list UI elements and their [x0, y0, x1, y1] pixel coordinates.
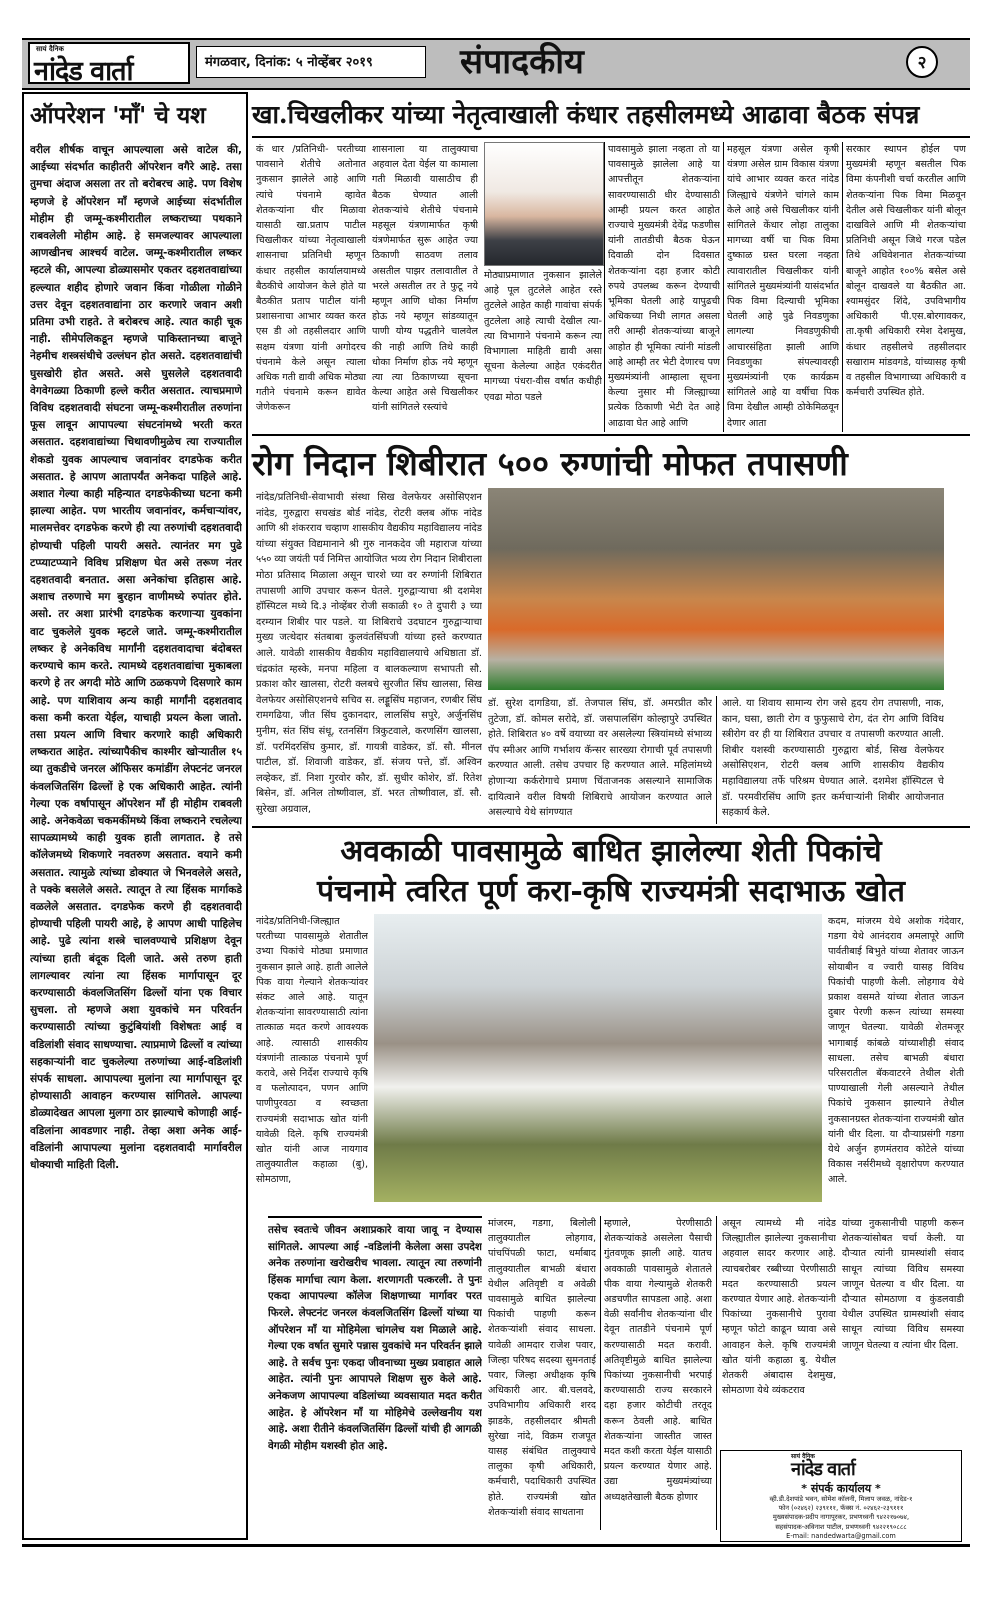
story1-column-1: कं धार /प्रतिनिधी- परतीच्या पावसाने शेतीचे अतोनात नुकसान झालेले आहे आणि त्यांचे पंचनामे व्हावेत शेतकऱ्यांना धीर मिळावा यासाठी खा.प्रताप पाटील चिखलीकर यांच्या नेतृत्वाखाली शासनाचा प्रतिनिधी म्हणून कंधार तहसील कार्यालयामध्ये बैठकीचे आयोजन केले होते या बैठकीत प्रताप पाटील यांनी प्रशासनाचा आभार व्यक्त करत एस डी ओ तहसीलदार आणि सक्षम यंत्रणा यांनी अगोदरच पंचनामे केले असून त्याला अधिक गती द्यावी अधिक मोठ्या गतीने पंचनामे करून द्यावेत जेणेकरून	[256, 144, 366, 414]
logo-name: नांदेड वार्ता	[34, 56, 133, 87]
story1-rule	[252, 136, 970, 138]
contact-phone: फोन (०२४६२) २३९१११, फॅक्स नं. ०२४६२-२३९१११	[778, 1504, 904, 1513]
story3-intro: नांदेड/प्रतिनिधी-जिल्ह्यात परतीच्या पावसामुळे शेतातील उभ्या पिकांचे मोठ्या प्रमाणात नुकसान झाले आहे. हाती आलेले पिक वाया गेल्याने शेतकऱ्यांवर संकट आले आहे. यातून शेतकऱ्यांना सावरण्यासाठी त्यांना तात्काळ मदत करणे आवश्यक आहे. त्यासाठी शासकीय यंत्रणांनी तात्काळ पंचनामे पूर्ण करावे, असे निर्देश राज्याचे कृषि व फलोत्पादन, पणन आणि पाणीपुरवठा व स्वच्छता राज्यमंत्री सदाभाऊ खोत यांनी यावेळी दिले. कृषि राज्यमंत्री खोत यांनी आज नायगाव तालुक्यातील कहाळा (बु), सोमठाणा,	[256, 916, 368, 1186]
column-divider	[716, 1216, 717, 1530]
story1-column-2: शासनाला या तालुक्याचा अहवाल देता येईल या कामाला गती मिळावी यासाठीच ही बैठक घेण्यात आली शेतकऱ्यांचे शेतीचे पंचनामे महसूल यंत्रणामार्फत कृषी यंत्रणेमार्फत सुरू आहेत ज्या ठिकाणी साठवण तलाव असतील पाझर तलावातील ते भरले असतील तर ते फुटू नये म्हणून आणि धोका निर्माण होऊ नये म्हणून सांडव्यातून पाणी योग्य पद्धतीने चालवेल की नाही आणि तिथे काही धोका निर्माण होऊ नये म्हणून त्या त्या ठिकाणच्या सूचना केल्या आहेत असे चिखलीकर यांनी सांगितले रस्त्यांचे	[372, 144, 478, 414]
contact-office-title: * संपर्क कार्यालय *	[801, 1482, 881, 1495]
story3-column-a: मांजरम, गडगा, बिलोली तालुक्यातील लोहगाव, पांचपिंपळी फाटा, धर्माबाद तालुक्यातील बाभळी बंधारा येथील अतिवृष्टी व अवेळी पावसामुळे बाधित झालेल्या पिकांची पाहणी करून शेतकऱ्यांशी संवाद साधला. यावेळी आमदार राजेश पवार, जिल्हा परिषद सदस्या सुमनताई पवार, जिल्हा अधीक्षक कृषि अधिकारी आर. बी.चलवदे, उपविभागीय अधिकारी शरद झाडके, तहसीलदार श्रीमती सुरेखा नांदे, विक्रम राजपूत यासह संबंधित तालुक्याचे तालुका कृषी अधिकारी, कर्मचारी, पदाधिकारी उपस्थित होते. राज्यमंत्री खोत शेतकऱ्यांशी संवाद साधताना	[488, 1218, 596, 1518]
story3-headline-line2: पंचनामे त्वरित पूर्ण करा-कृषि राज्यमंत्री सदाभाऊ खोत	[317, 874, 905, 909]
editorial-body: वरील शीर्षक वाचून आपल्याला असे वाटेल की, आईच्या संदर्भात काहीतरी ऑपरेशन वगैरे आहे. तसा तुमचा अंदाज असला तर तो बरोबरच आहे. पण विशेष म्हणजे हे ऑपरेशन माँ म्हणजे आईच्या संदर्भातील मोहीम ही जम्मू-कश्मीरातील लष्कराच्या पथकाने राबवलेली मोहीम आहे. हे समजल्यावर आपल्याला आणखीनच आश्चर्य वाटेल. जम्मू-कश्मीरातील लष्कर म्हटले की, आपल्या डोळ्यासमोर एकतर दहशतवाद्यांच्या हल्ल्यात शहीद होणारे जवान किंवा गोळीला गोळीने उत्तर देवून दहशतवाद्यांना ठार करणारे जवान अशी प्रतिमा उभी राहते. ते बरोबरच आहे. त्यात काही चूक नाही. सीमेपलिकडून म्हणजे पाकिस्तानच्या बाजूने नेहमीच शस्त्रसंधीचे उल्लंघन होत असते. दहशतवाद्यांची घुसखोरी होत असते. असे घुसलेले दहशतवादी वेगवेगळ्या ठिकाणी हल्ले करीत असतात. त्याचप्रमाणे विविध दहशतवादी संघटना जम्मू-कश्मीरातील तरुणांना फूस लावून आपापल्या संघटनांमध्ये भरती करत असतात. दहशवाद्यांच्या चिथावणीमुळेच त्या राज्यातील शेकडो युवक आपल्याच जवानांवर दगडफेक करीत असतात. हे आपण आतापर्यंत अनेकदा पाहिले आहे. अशात गेल्या काही महिन्यात दगडफेकीच्या घटना कमी झाल्या आहेत. पण भारतीय जवानांवर, कर्मचाऱ्यांवर, मालमत्तेवर दगडफेक करणे ही त्या तरुणांची दहशतवादी होण्याची पहिली पायरी असते. त्यानंतर मग पुढे टप्प्याटप्प्याने विविध प्रशिक्षण घेत असे तरूण नंतर दहशतवादी बनतात. असा अनेकांचा इतिहास आहे. अशाच तरुणाचे मग बुरहान वाणीमध्ये रुपांतर होते. असो. तर अशा प्रारंभी दगडफेक करणाऱ्या युवकांना वाट चुकलेले युवक म्हटले जाते. जम्मू-कश्मीरातील लष्कर हे अनेकविध मार्गांनी दहशतवादाचा बंदोबस्त करण्याचे काम करते. त्यामध्ये दहशतवाद्यांचा मुकाबला करणे हे तर अगदी मोठे आणि ठळकपणे दिसणारे काम आहे. पण याशिवाय अन्य काही मार्गांनी दहशतवाद कसा कमी करता येईल, याचाही प्रयत्न केला जातो. तसा प्रयत्न आणि विचार करणारे काही अधिकारी लष्करात आहेत. त्यांच्यापैकीच काश्मीर खोऱ्यातील १५ व्या तुकडीचे जनरल ऑफिसर कमांडींग लेफ्टनंट जनरल कंवलजितसिंग ढिल्लों हे एक अधिकारी आहेत. त्यांनी गेल्या एक वर्षापासून ऑपरेशन माँ ही मोहीम राबवली आहे. अनेकवेळा चकमकींमध्ये किंवा लष्कराने रचलेल्या सापळ्यामध्ये काही युवक हाती लागतात. हे तसे कॉलेजमध्ये शिकणारे नवतरुण असतात. वयाने कमी असतात. त्यामुळे त्यांच्या डोक्यात जे भिनवलेले असते, ते पक्के बसलेले असते. त्यातून ते त्या हिंसक मार्गाकडे वळलेले असतात. दगडफेक करणे ही दहशतवादी होण्याची पहिली पायरी आहे, हे आपण आधी पाहिलेच आहे. पुढे त्यांना शस्त्रे चालवण्याचे प्रशिक्षण देवून त्यांच्या हाती बंदूक दिली जाते. असे तरुण हाती लागल्यावर त्यांना त्या हिंसक मार्गापासून दूर करण्यासाठी कंवलजितसिंग ढिल्लों यांना एक विचार सुचला. तो म्हणजे अशा युवकांचे मन परिवर्तन करण्यासाठी त्यांच्या कुटुंबियांशी विशेषतः आई व वडिलांशी संवाद साधण्याचा. त्याप्रमाणे ढिल्लों व त्यांच्या सहकाऱ्यांनी वाट चुकलेल्या तरुणांच्या आई-वडिलांशी संपर्क साधला. आपापल्या मुलांना त्या मार्गापासून दूर होण्यासाठी आवाहन करण्यास सांगितले. आपल्या डोळ्यादेखत आपला मुलगा ठार झाल्याचे कोणाही आई-वडिलांना आवडणार नाही. तेव्हा अशा अनेक आई-वडिलांनी आपापल्या मुलांना दहशतवादी मार्गावरील धोक्याची माहिती दिली.	[30, 144, 242, 1171]
story-separator	[252, 434, 970, 436]
story1-headline: खा.चिखलीकर यांच्या नेतृत्वाखाली कंधार तहसीलमध्ये आढावा बैठक संपन्न	[252, 100, 920, 129]
story2-headline: रोग निदान शिबीरात ५०० रुग्णांची मोफत तपासणी	[252, 444, 848, 483]
column-divider	[604, 142, 605, 432]
story1-column-4: पावसामुळे झाला नव्हता तो या पावसामुळे झालेला आहे या आपत्तीतून शेतकऱ्यांना सावरण्यासाठी धीर देण्यासाठी आम्ही प्रयत्न करत आहोत राज्याचे मुख्यमंत्री देवेंद्र फडणीस यांनी तातडीची बैठक घेऊन दिवाळी दोन दिवसात शेतकऱ्यांना दहा हजार कोटी रुपये उपलब्ध करून देण्याची भूमिका घेतली आहे यापुढची अधिकच्या निधी लागत असला तरी आम्ही शेतकऱ्यांच्या बाजूने आहोत ही भूमिका त्यांनी मांडली आहे आम्ही तर भेटी देणारच पण मुख्यमंत्र्यांनी आम्हाला सूचना केल्या नुसार मी जिल्ह्याच्या प्रत्येक ठिकाणी भेटी देत आहे आढावा घेत आहे आणि	[608, 144, 720, 429]
contact-logo-tagline: सायं दैनिक	[791, 1453, 815, 1460]
dateline: मंगळवार, दिनांक: ५ नोव्हेंबर २०१९	[196, 46, 426, 78]
medical-camp-group-photo	[488, 488, 944, 690]
contact-email[interactable]: E-mail: nandedwarta@gmail.com	[786, 1531, 896, 1540]
story2-intro: नांदेड/प्रतिनिधी-सेवाभावी संस्था सिख वेलफेयर असोसिएशन नांदेड, गुरुद्वारा सचखंड बोर्ड नांदेड, रोटरी क्लब ऑफ नांदेड आणि श्री शंकरराव चव्हाण शासकीय वैद्यकीय महाविद्यालय नांदेड यांच्या संयुक्त विद्यमानाने श्री गुरु नानकदेव जी महाराज यांच्या ५५० व्या जयंती पर्व निमित्त आयोजित भव्य रोग निदान शिबीराला मोठा प्रतिसाद मिळाला असून चारशे च्या वर रुग्णांनी शिबिरात तपासणी आणि उपचार करून घेतले. गुरुद्वाऱ्याचा श्री दशमेश हॉस्पिटल मध्ये दि.३ नोव्हेंबर रोजी सकाळी १० ते दुपारी ३ च्या दरम्यान शिबीर पार पडले. या शिबिराचे उदघाटन गुरुद्वाऱ्याचा मुख्य जत्थेदार संतबाबा कुलवंतसिंघजी यांच्या हस्ते करण्यात आले. यावेळी शासकीय वैद्यकीय महाविद्यालयाचे अधिष्ठाता डॉ. चंद्रकांत म्हस्के, मनपा महिला व बालकल्याण सभापती सौ. प्रकाश कौर खालसा, रोटरी क्लबचे सुरजीत सिंघ खालसा, सिख वेलफेयर असोसिएशनचे सचिव स. लड्डूसिंघ महाजन, रणबीर सिंघ रामगढिया, जीत सिंघ दुकानदार, लालसिंघ सपुरे, अर्जुनसिंघ मुनीम, संत सिंघ संधू, रतनसिंग त्रिकुटवाले, करणसिंग खालसा, डॉ. परमिंदरसिंघ कुमार, डॉ. गायत्री वाडेकर, डॉ. सौ. मीनल पाटील, डॉ. शिवाजी वाडेकर, डॉ. संजय पत्ते, डॉ. अश्विन लव्हेकर, डॉ. निशा गुरवोर कौर, डॉ. सुधीर कोशेर, डॉ. रितेश बिसेन, डॉ. अनिल तोष्णीवाल, डॉ. भरत तोष्णीवाल, डॉ. सौ. सुरेखा अग्रवाल,	[256, 492, 482, 815]
contact-co-editor: सहसंपादक-अविनाश पाटील, प्रभणध्वनी ९४२२१९०८८८	[775, 1522, 907, 1531]
story2-column-3: आले. या शिवाय सामान्य रोग जसे हृदय रोग तपासणी, नाक, कान, घसा, छाती रोग व फुफुसाचे रोग, दंत रोग आणि विविध स्त्रीरोग वर ही या शिबिरात उपचार व तपासणी करण्यात आली. शिबीर यशस्वी करण्यासाठी गुरुद्वारा बोर्ड, सिख वेलफेयर असोसिएशन, रोटरी क्लब आणि शासकीय वैद्यकीय महाविद्यालया तर्फे परिश्रम घेण्यात आले. दशमेश हॉस्पिटल चे डॉ. परमवीरसिंघ आणि इतर कर्मचाऱ्यांनी शिबीर आयोजनात सहकार्य केले.	[722, 698, 944, 819]
story-separator	[252, 826, 970, 828]
mp-portrait-photo	[484, 142, 604, 266]
story3-column-c: असून त्यामध्ये मी नांदेड जिल्ह्यातील झालेल्या नुकसानीचा अहवाल सादर करणार आहे. त्याचबरोबर रब्बीच्या पेरणीसाठी मदत करण्यासाठी प्रयत्न करण्यात येणार आहे. शेतकऱ्यांनी पिकांच्या नुकसानीचे पुरावा म्हणून फोटो काढून घ्यावा असे आवाहन केले. कृषि राज्यमंत्री खोत यांनी कहाळा बु. येथील शेतकरी अंबादास देशमुख, सोमठाणा येथे व्यंकटराव	[722, 1218, 836, 1397]
logo-tagline: सायं दैनिक	[36, 45, 64, 53]
column-divider	[716, 696, 717, 824]
story2-column-2: डॉ. सुरेश दागडिया, डॉ. तेजपाल सिंघ, डॉ. अमरप्रीत कौर तुटेजा, डॉ. कोमल सरोदे, डॉ. जसपालसिंग कोल्हापुरे उपस्थित होते. शिबिरात ४० वर्षे वयाच्या वर असलेल्या स्त्रियांमध्ये संभाव्य पॅप स्मीअर आणि गर्भाशय कॅन्सर सारख्या रोगाची पूर्व तपासणी करण्यात आली. तसेच उपचार हि करण्यात आले. महिलांमध्ये होणाऱ्या कर्करोगाचे प्रमाण चिंताजनक असल्याने सामाजिक दायित्वाने वरील विषयी शिबिराचे आयोजन करण्यात आले असल्याचे येथे सांगण्यात	[488, 698, 712, 819]
column-divider	[723, 142, 724, 432]
footer-rule	[22, 1544, 970, 1547]
story1-column-3: मोठ्याप्रमाणात नुकसान झालेले आहे पूल तुटलेले आहेत रस्ते तुटलेले आहेत काही गावांचा संपर्क तुटलेला आहे त्याची देखील त्या-त्या विभागाने पंचनामे करून त्या विभागाला माहिती द्यावी असा सूचना केलेल्या आहेत एकंदरीत मागच्या पंधरा-वीस वर्षात कधीही एवढा मोठा पडले	[484, 270, 602, 403]
contact-address: व्ही.डी.देशपांडे भवन, सोमेश कॉलनी, मिलाप जवळ, नांदेड-१	[769, 1495, 913, 1503]
story3-right-column: कदम, मांजरम येथे अशोक गंदेवार, गडगा येथे आनंदराव अमलापूरे आणि पार्वतीबाई बिभुते यांच्या शेतावर जाऊन सोयाबीन व ज्वारी यासह विविध पिकांची पाहणी केली. लोहगाव येथे प्रकाश वसमते यांच्या शेतात जाऊन दुबार पेरणी करून त्यांच्या समस्या जाणून घेतल्या. यावेळी शेतमजूर भागाबाई कांबळे यांच्याशीही संवाद साधला. तसेच बाभळी बंधारा परिसरातील बॅकवाटरने तेथील शेती पाण्याखाली गेली असल्याने तेथील पिकांचे नुकसान झाल्याने तेथील नुकसानग्रस्त शेतकऱ्यांना राज्यमंत्री खोत यांनी धीर दिला. या दौऱ्याप्रसंगी गडगा येथे अर्जुन हणमंतराव कोटेले यांच्या विकास नर्सरीमध्ये वृक्षारोपण करण्यात आले.	[828, 916, 964, 1186]
contact-chief-editor: मुख्यसंपादक-प्रदीप नागापूरकर, प्रभणध्वनी ९४२२१७०७४,	[772, 1513, 910, 1522]
column-divider	[600, 1216, 601, 1530]
editorial-headline: ऑपरेशन 'माँ' चे यश	[30, 102, 206, 129]
story1-column-5: महसूल यंत्रणा असेल कृषी यंत्रणा असेल ग्राम विकास यंत्रणा यांचे आभार व्यक्त करत नांदेड जिल्ह्याचे यंत्रणेने चांगले काम केले आहे असे चिखलीकर यांनी सांगितले केंधार लोहा तालुका मागच्या वर्षी चा पिक विमा दुष्काळ ग्रस्त घरला नव्हता त्यावारातील चिखलीकर यांनी सांगितले मुख्यमंत्र्यांनी यासंदर्भात पिक विमा दिल्याची भूमिका घेतली आहे पुढे निवडणुका लागल्या निवडणुकीची आचारसंहिता झाली आणि निवडणुका संपल्यावरही मुख्यमंत्र्यांनी एक कार्यक्रम सांगितले आहे या वर्षीचा पिक विमा देखील आम्ही ठोकेमिळवून देणार आता	[727, 144, 839, 429]
column-divider	[842, 142, 843, 432]
editorial-continuation: तसेच स्वतःचे जीवन अशाप्रकारे वाया जावू न देण्यास सांगितले. आपल्या आई -वडिलांनी केलेला असा उपदेश अनेक तरुणांना खरोखरीच भावला. त्यातून त्या तरुणांनी हिंसक मार्गाचा त्याग केला. शरणागती पत्करली. ते पुनः एकदा आपापल्या कॉलेज शिक्षणाच्या मार्गावर परत फिरले. लेफ्टनंट जनरल कंवलजितसिंग ढिल्लों यांच्या या ऑपरेशन माँ या मोहिमेला चांगलेच यश मिळाले आहे. गेल्या एक वर्षात सुमारे पन्नास युवकांचे मन परिवर्तन झाले आहे. ते सर्वच पुनः एकदा जीवनाच्या मुख्य प्रवाहात आले आहेत. त्यांनी पुनः आपापले शिक्षण सुरु केले आहे. अनेकजण आपापल्या वडिलांच्या व्यवसायात मदत करीत आहेत. हे ऑपरेशन माँ या मोहिमेचे उल्लेखनीय यश आहे. अशा रीतीने कंवलजितसिंग ढिल्लों यांची ही आगळी वेगळी मोहीम यशस्वी होत आहे.	[268, 1216, 482, 1536]
story3-column-b: म्हणाले, पेरणीसाठी शेतकऱ्यांकडे असलेला पैसाची गुंतवणूक झाली आहे. यातच अवकाळी पावसामुळे शेतातले पीक वाया गेल्यामुळे शेतकरी अडचणीत सापडला आहे. अशा वेळी सर्वांनीच शेतकऱ्यांना धीर देवून तातडीने पंचनामे पूर्ण करण्यासाठी मदत करावी. अतिवृष्टीमुळे बाधित झालेल्या पिकांच्या नुकसानीची भरपाई करण्यासाठी राज्य सरकारने दहा हजार कोटीची तरतूद करून ठेवली आहे. बाधित शेतकऱ्यांना जास्तीत जास्त मदत कशी करता येईल यासाठी प्रयत्न करण्यात येणार आहे. उद्या मुख्यमंत्र्यांच्या अध्यक्षतेखाली बैठक होणार	[604, 1218, 712, 1503]
contact-details	[725, 1495, 957, 1541]
section-title: संपादकीय	[460, 42, 584, 82]
contact-logo: नांदेड वार्ता	[791, 1459, 855, 1480]
story1-column-6: सरकार स्थापन होईल पण मुख्यमंत्री म्हणून बसतील पिक विमा कंपनीशी चर्चा करतील आणि शेतकऱ्यांना पिक विमा मिळवून देतील असे चिखलीकर यांनी बोलून दाखविले आणि मी शेतकऱ्यांचा प्रतिनिधी असून जिथे गरज पडेल तिथे अधिवेशनात शेतकऱ्यांच्या बाजूने आहोत १००% बसेल असे बोलून दाखवले या बैठकीत आ. श्यामसुंदर शिंदे, उपविभागीय अधिकारी पी.एस.बोरगावकर, ता.कृषी अधिकारी रमेश देशमुख, कंधार तहसीलचे तहसीलदार सखाराम मांडवगडे, यांच्यासह कृषी व तहसील विभागाच्या अधिकारी व कर्मचारी उपस्थित होते.	[846, 144, 966, 399]
story3-column-d: यांच्या नुकसानीची पाहणी करून शेतकऱ्यांसोबत चर्चा केली. या दौऱ्यात त्यांनी ग्रामस्थांशी संवाद साधून त्यांच्या विविध समस्या जाणून घेतल्या व धीर दिला. या दौऱ्यात सोमठाणा व कुंडलवाडी येथील उपस्थित ग्रामस्थांशी संवाद साधून त्यांच्या विविध समस्या जाणून घेतल्या व त्यांना धीर दिला.	[842, 1218, 964, 1351]
story3-headline-line1: अवकाळी पावसामुळे बाधित झालेल्या शेती पिकांचे	[340, 834, 882, 869]
newspaper-logo	[28, 42, 190, 87]
contact-office-box	[720, 1450, 962, 1542]
page-number: २	[906, 46, 938, 78]
minister-field-visit-photo	[374, 914, 822, 1202]
